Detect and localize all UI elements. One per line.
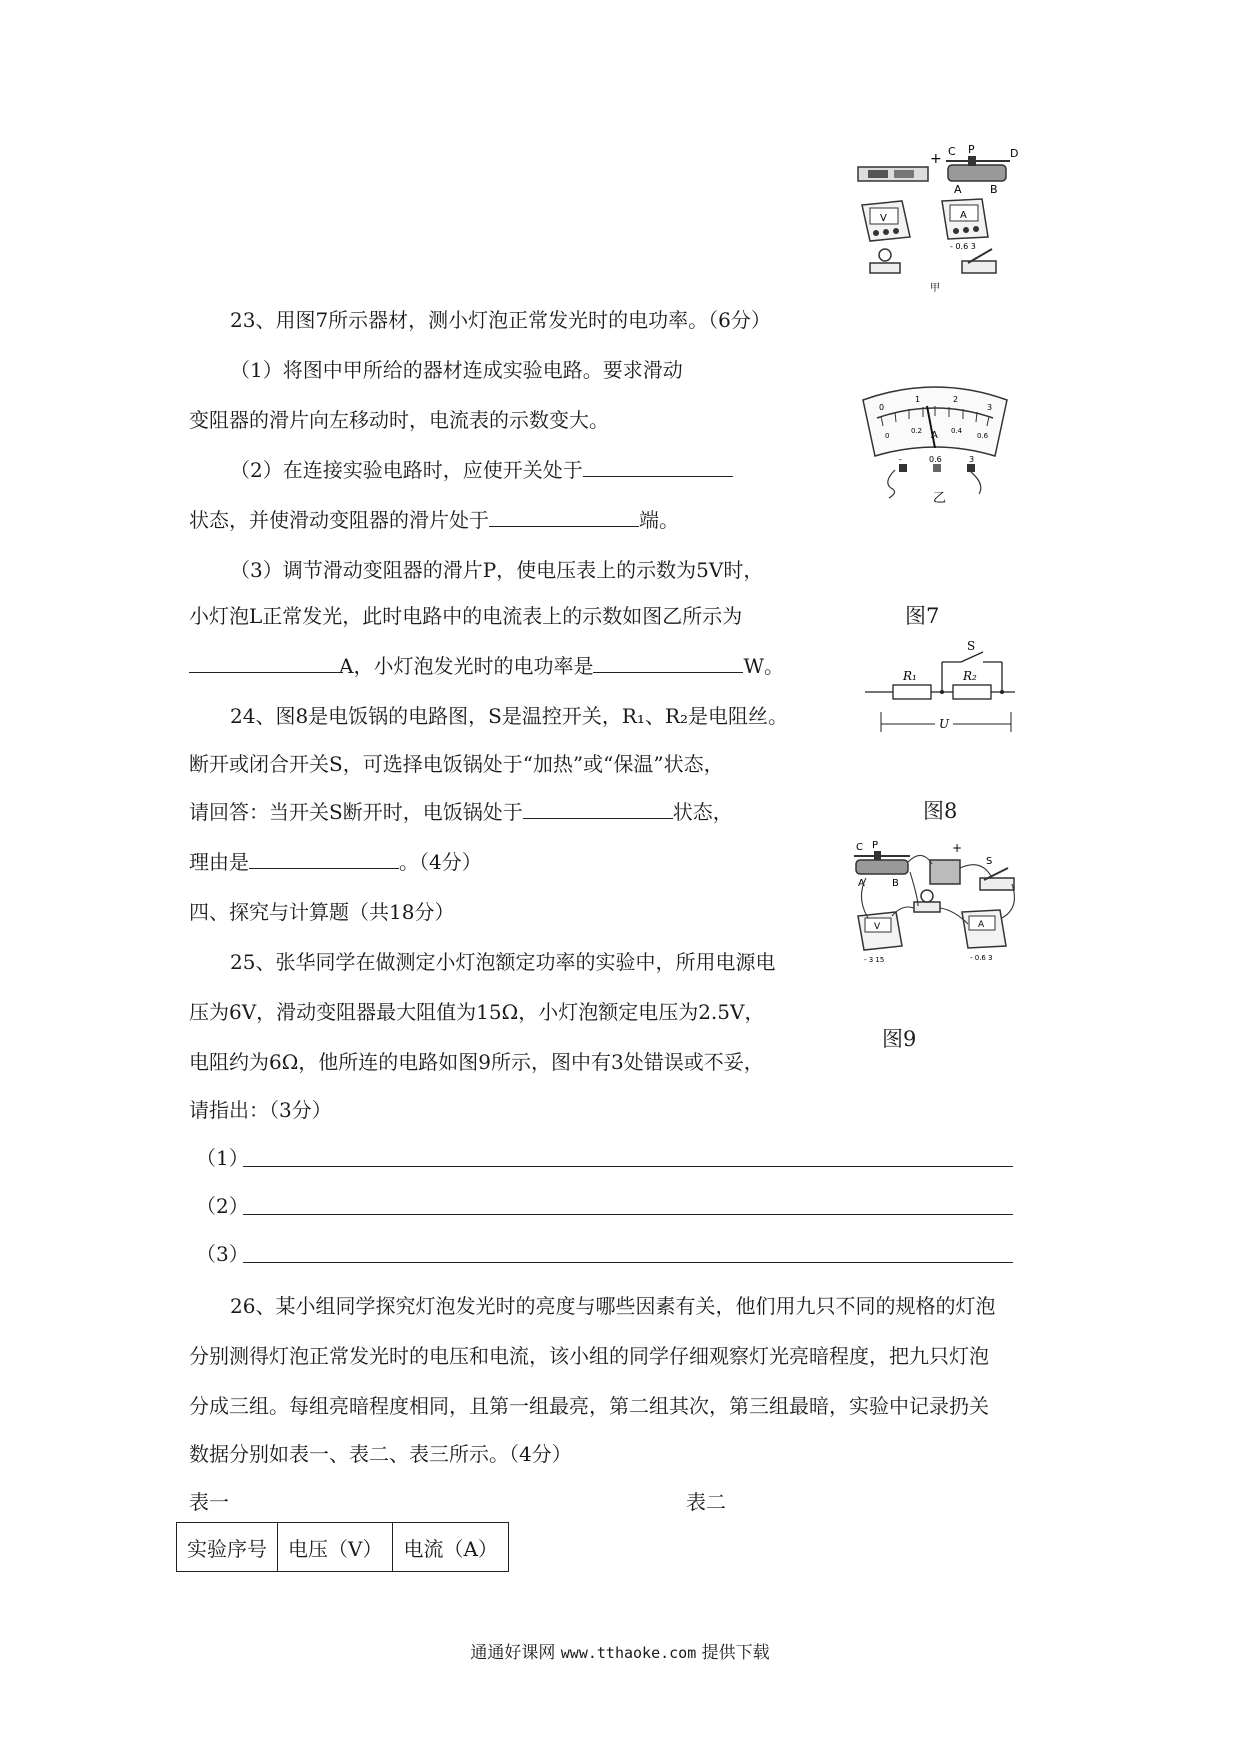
battery-plus-sign: + [930,151,942,167]
q23-part3-line3 [189,652,784,680]
q24-line2: 断开或闭合开关S，可选择电饭锅处于“加热”或“保温”状态， [189,752,724,776]
q25-line2: 压为6V，滑动变阻器最大阻值为15Ω，小灯泡额定电压为2.5V， [189,1000,765,1024]
rheostat-label-b: B [990,183,998,196]
footer-site-name: 通通好课网 [470,1643,556,1663]
ammeter-letter: A [960,210,967,221]
q25-item-1-label: （1） [196,1146,249,1170]
fig9-voltmeter-range: - 3 15 [864,956,885,964]
figure-8-caption: 图8 [923,799,958,823]
footer-suffix: 提供下载 [701,1643,770,1663]
figure-9-wired-circuit [852,838,1022,968]
fig9-label-c: C [856,842,863,853]
terminal-minus: - [899,455,902,464]
fig9-label-a: A [858,878,865,889]
q24-line3 [189,798,733,826]
dial-small-scale-2: 0.4 [951,427,963,435]
fig9-ammeter-letter: A [978,920,985,930]
q26-line4: 数据分别如表一、表二、表三所示。（4分） [189,1442,572,1466]
q23-part2-line2 [189,506,679,534]
terminal-3: 3 [969,455,975,464]
q25-item-2-answer-line[interactable] [243,1214,1013,1215]
q25-line1: 25、张华同学在做测定小灯泡额定功率的实验中，所用电源电 [230,950,776,974]
q23-part3-line1: （3）调节滑动变阻器的滑片P，使电压表上的示数为5V时， [230,558,764,582]
q23-part3c-suffix: W。 [743,654,785,678]
r2-label: R₂ [963,669,977,683]
q25-item-2-label: （2） [196,1194,249,1218]
table-1-header-row [177,1523,509,1572]
q23-part2b-suffix: 端。 [639,508,679,532]
q23-current-blank[interactable] [189,652,339,673]
q23-part3c-text: A，小灯泡发光时的电功率是 [339,654,594,678]
rheostat-label-c: C [948,145,956,158]
q23-power-blank[interactable] [593,652,743,673]
q26-line2: 分别测得灯泡正常发光时的电压和电流，该小组的同学仔细观察灯光亮暗程度，把九只灯泡 [189,1344,989,1368]
dial-scale-1: 1 [915,395,921,404]
rheostat-label-p: P [968,145,975,156]
q23-part2-line1 [230,456,733,484]
fig9-label-b: B [892,878,899,889]
dial-scale-0: 0 [879,403,885,412]
q24-line3-suffix: 状态， [672,800,733,824]
q24-line4 [189,848,482,876]
fig9-voltmeter-letter: V [874,922,881,932]
fig9-label-p: P [872,840,879,851]
q26-line3: 分成三组。每组亮暗程度相同，且第一组最亮，第二组其次，第三组最暗，实验中记录扔关 [189,1394,989,1418]
figure-7-jia-apparatus [850,145,1025,295]
q23-part1-line2: 变阻器的滑片向左移动时，电流表的示数变大。 [189,408,609,432]
dial-small-scale-1: 0.2 [911,427,923,435]
terminal-06: 0.6 [929,455,942,464]
figure-7-caption: 图7 [905,604,940,628]
table-1-header-cell: 实验序号 [177,1523,278,1572]
voltmeter-letter: V [880,213,887,224]
q24-line1: 24、图8是电饭锅的电路图，S是温控开关，R₁、R₂是电阻丝。 [230,704,789,728]
fig9-switch-label: S [986,856,993,867]
table-1-header-cell: 电流（A） [393,1523,508,1572]
section-4-heading: 四、探究与计算题（共18分） [189,900,455,924]
q25-item-1-answer-line[interactable] [243,1166,1013,1167]
q25-item-3-label: （3） [196,1242,249,1266]
q23-slider-end-blank[interactable] [489,506,639,527]
q23-part1-line1: （1）将图中甲所给的器材连成实验电路。要求滑动 [230,358,683,382]
switch-s-label: S [967,640,976,653]
fig7-jia-label: 甲 [930,283,940,294]
table-1-header-cell: 电压（V） [278,1523,393,1572]
q24-state-blank[interactable] [523,798,673,819]
table-2-label: 表二 [686,1490,726,1514]
u-label: U [939,717,950,731]
dial-small-scale-3: 0.6 [977,432,989,440]
page-footer [0,1638,1240,1663]
table-1 [176,1522,509,1572]
q23-switch-state-blank[interactable] [583,456,733,477]
fig9-plus-sign: + [952,841,963,855]
rheostat-label-d: D [1010,147,1019,160]
q25-line4: 请指出：（3分） [189,1098,332,1122]
q24-line3-text: 请回答：当开关S断开时，电饭锅处于 [189,800,523,824]
figure-9-caption: 图9 [882,1027,917,1051]
q24-line4-suffix: 。（4分） [399,850,482,874]
figure-7-yi-ammeter-dial [855,378,1015,508]
table-1-label: 表一 [189,1490,229,1514]
ammeter-range-label: - 0.6 3 [950,242,976,251]
q23-part2b-text: 状态，并使滑动变阻器的滑片处于 [189,508,489,532]
q24-reason-blank[interactable] [249,848,399,869]
q23-part2-text: （2）在连接实验电路时，应使开关处于 [230,458,583,482]
q25-line3: 电阻约为6Ω，他所连的电路如图9所示，图中有3处错误或不妥， [189,1050,764,1074]
dial-unit-a: A [931,430,938,441]
figure-8-circuit [865,640,1015,750]
footer-url-link[interactable]: www.tthaoke.com [560,1644,697,1662]
r1-label: R₁ [903,669,917,683]
q24-line4-text: 理由是 [189,850,249,874]
q23-part3-line2: 小灯泡L正常发光，此时电路中的电流表上的示数如图乙所示为 [189,604,743,628]
dial-small-scale-0: 0 [885,432,890,440]
q23-title: 23、用图7所示器材，测小灯泡正常发光时的电功率。（6分） [230,308,771,332]
rheostat-label-a: A [954,183,962,196]
fig9-ammeter-range: - 0.6 3 [970,954,993,962]
q25-item-3-answer-line[interactable] [243,1262,1013,1263]
q26-line1: 26、某小组同学探究灯泡发光时的亮度与哪些因素有关，他们用九只不同的规格的灯泡 [230,1294,996,1318]
dial-scale-2: 2 [953,395,959,404]
dial-scale-3: 3 [987,403,993,412]
fig7-yi-label: 乙 [933,491,947,506]
